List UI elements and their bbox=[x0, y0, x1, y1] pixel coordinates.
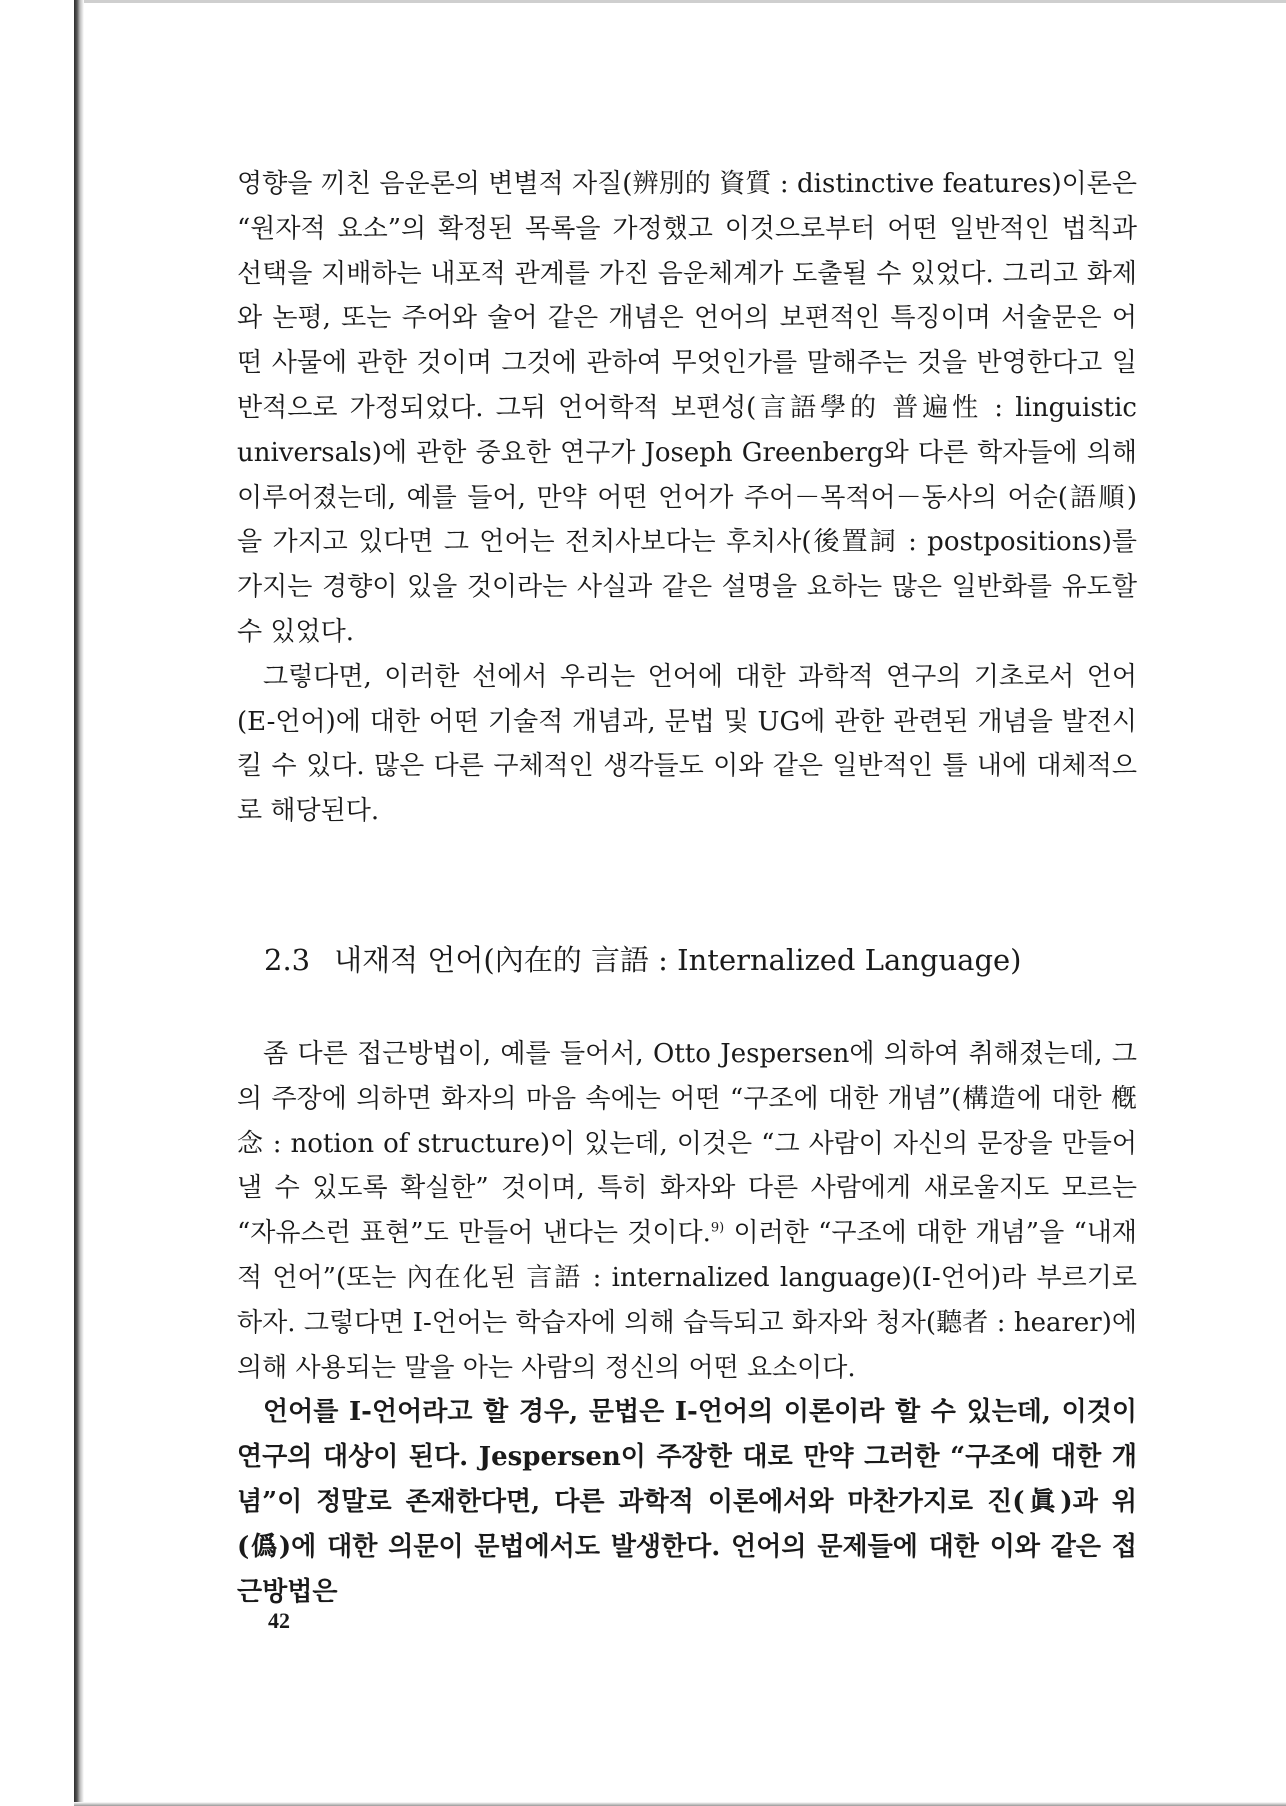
paragraph-3-text-a: 좀 다른 접근방법이, 예를 들어서, Otto Jespersen에 의하여 취해졌는데, 그의 주장에 의하면 화자의 마음 속에는 어떤 “구조에 대한 개념”(構造에 대한 槪念 : notion of structure)이 있는데, 이것은 “그 사람이 자신의 문장을 만들어 낼 수 있도록 확실한” 것이며, 특히 화자와 다른 사람에게 새로울지도 모르는 “자유스런 표현”도 만들어 낸다는 것이다. bbox=[237, 1039, 1137, 1249]
section-title: 내재적 언어(內在的 言語 : Internalized Language) bbox=[334, 943, 1022, 977]
paragraph-3 bbox=[237, 1032, 1137, 1390]
section-number: 2.3 bbox=[264, 943, 311, 977]
footnote-marker: 9) bbox=[710, 1220, 725, 1236]
section-heading bbox=[264, 940, 1022, 980]
body-text-top bbox=[237, 162, 1137, 834]
paragraph-1: 영향을 끼친 음운론의 변별적 자질(辨別的 資質 : distinctive features)이론은 “원자적 요소”의 확정된 목록을 가정했고 이것으로부터 어떤 일반적인 법칙과 선택을 지배하는 내포적 관계를 가진 음운체계가 도출될 수 있었다. 그리고 화제와 논평, 또는 주어와 술어 같은 개념은 언어의 보편적인 특징이며 서술문은 어떤 사물에 관한 것이며 그것에 관하여 무엇인가를 말해주는 것을 반영한다고 일반적으로 가정되었다. 그뒤 언어학적 보편성(言語學的 普遍性 : linguistic universals)에 관한 중요한 연구가 Joseph Greenberg와 다른 학자들에 의해 이루어졌는데, 예를 들어, 만약 어떤 언어가 주어－목적어－동사의 어순(語順)을 가지고 있다면 그 언어는 전치사보다는 후치사(後置詞 : postpositions)를 가지는 경향이 있을 것이라는 사실과 같은 설명을 요하는 많은 일반화를 유도할 수 있었다. bbox=[237, 169, 1138, 647]
paragraph-2: 그렇다면, 이러한 선에서 우리는 언어에 대한 과학적 연구의 기초로서 언어(E-언어)에 대한 어떤 기술적 개념과, 문법 및 UG에 관한 관련된 개념을 발전시킬 수 있다. 많은 다른 구체적인 생각들도 이와 같은 일반적인 틀 내에 대체적으로 해당된다. bbox=[237, 661, 1137, 827]
page-left-edge bbox=[74, 0, 84, 1806]
paragraph-4: 언어를 I-언어라고 할 경우, 문법은 I-언어의 이론이라 할 수 있는데, 이것이 연구의 대상이 된다. Jespersen이 주장한 대로 만약 그러한 “구조에 대한 개념”이 정말로 존재한다면, 다른 과학적 이론에서와 마찬가지로 진(眞)과 위(僞)에 대한 의문이 문법에서도 발생한다. 언어의 문제들에 대한 이와 같은 접근방법은 bbox=[237, 1397, 1137, 1607]
body-text-bottom bbox=[237, 1032, 1137, 1614]
paragraph-3-text-b: 이러한 “구조에 대한 개념”을 “내재적 언어”(또는 內在化된 言語 : internalized language)(I-언어)라 부르기로 하자. 그렇다면 I-언어는 학습자에 의해 습득되고 화자와 청자(聽者 : hearer)에 의해 사용되는 말을 아는 사람의 정신의 어떤 요소이다. bbox=[237, 1218, 1137, 1383]
page-bottom-shadow bbox=[74, 1802, 1286, 1806]
page-top-edge bbox=[74, 0, 1286, 3]
page-number: 42 bbox=[268, 1608, 290, 1633]
